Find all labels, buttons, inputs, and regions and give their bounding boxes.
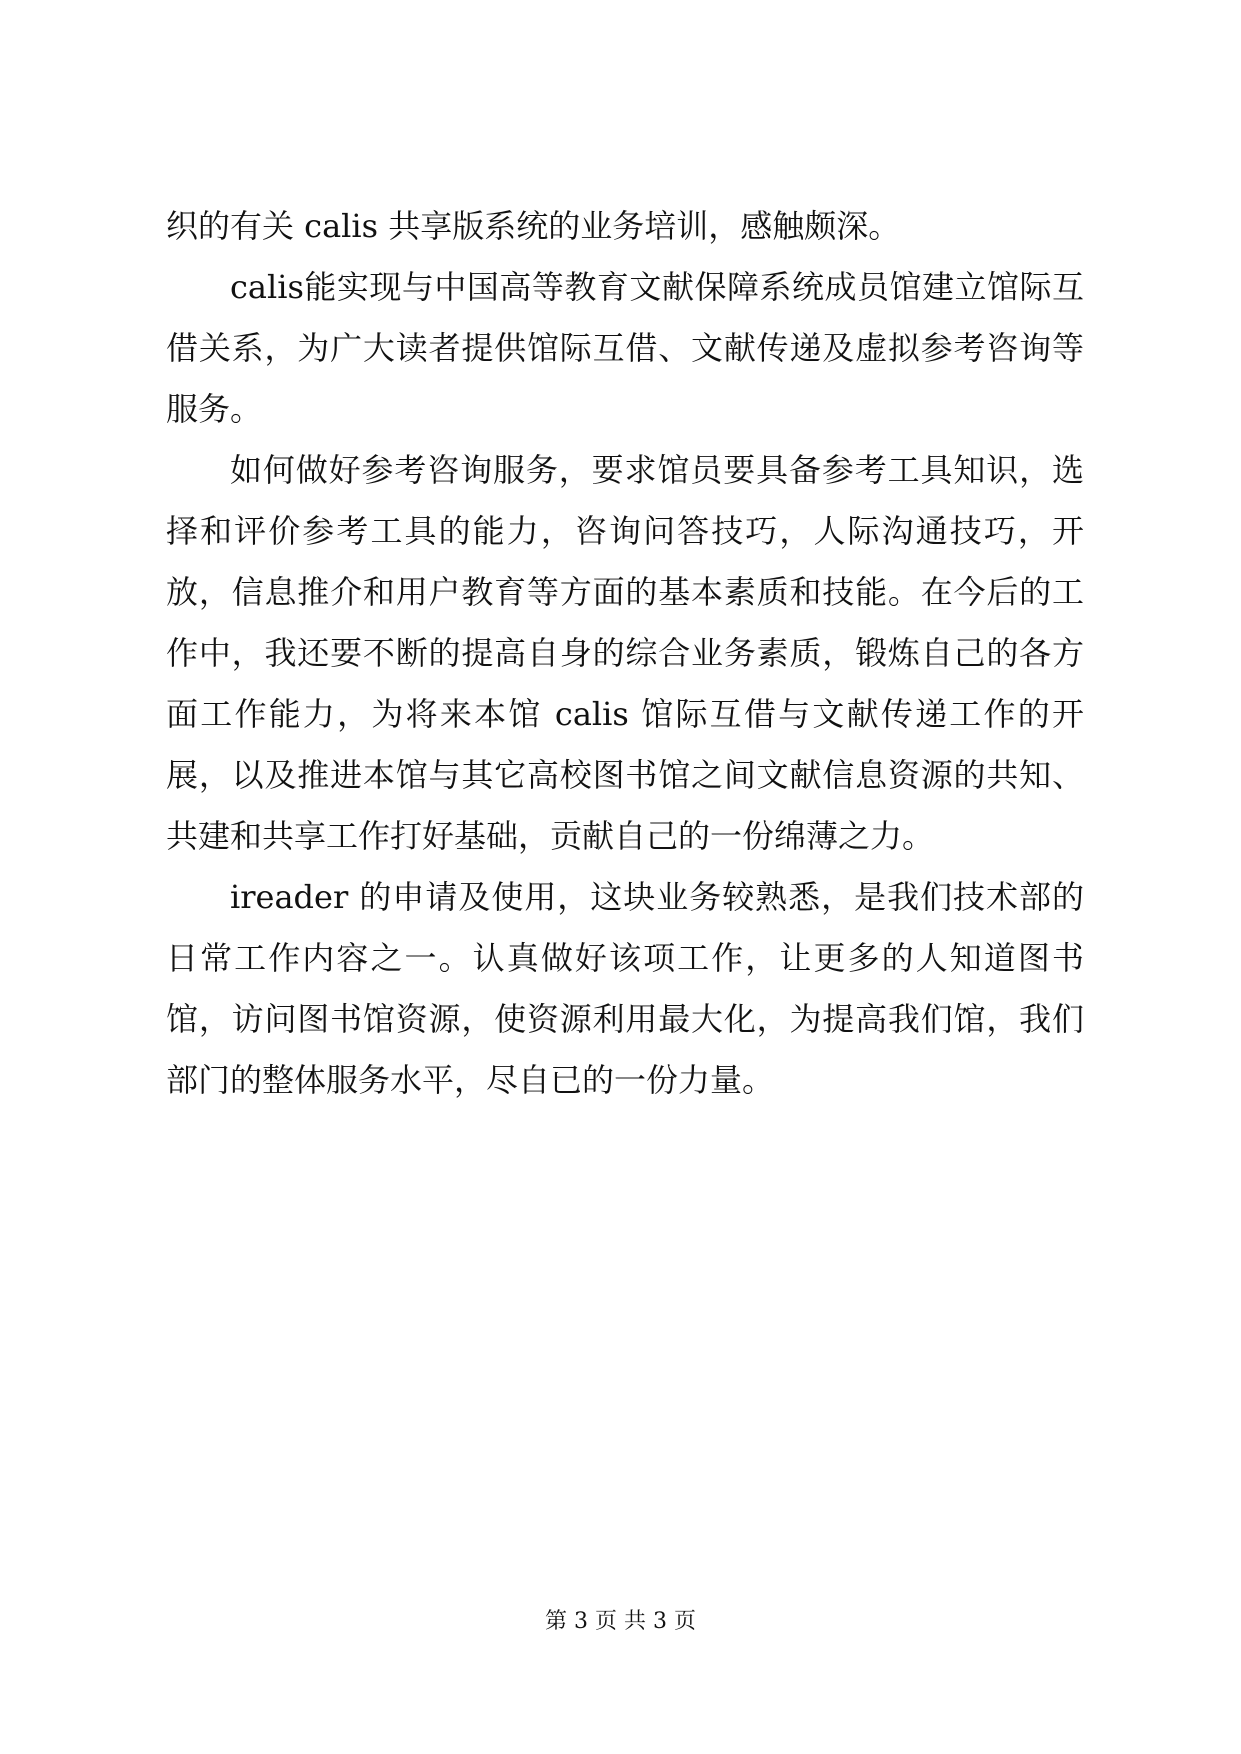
paragraph-continuation: 织的有关 calis 共享版系统的业务培训，感触颇深。 xyxy=(166,207,901,245)
paragraph-calis-intro: calis能实现与中国高等教育文献保障系统成员馆建立馆际互借关系，为广大读者提供馆际互借、文献传递及虚拟参考咨询等服务。 xyxy=(166,268,1084,428)
document-body xyxy=(166,196,1084,1111)
page-number-footer: 第 3 页 共 3 页 xyxy=(545,1609,696,1634)
paragraph-reference-service: 如何做好参考咨询服务，要求馆员要具备参考工具知识，选择和评价参考工具的能力，咨询问答技巧，人际沟通技巧，开放，信息推介和用户教育等方面的基本素质和技能。在今后的工作中，我还要不断的提高自身的综合业务素质，锻炼自己的各方面工作能力，为将来本馆 calis 馆际互借与文献传递工作的开展，以及推进本馆与其它高校图书馆之间文献信息资源的共知、共建和共享工作打好基础，贡献自己的一份绵薄之力。 xyxy=(166,451,1084,855)
paragraph-ireader: ireader 的申请及使用，这块业务较熟悉，是我们技术部的日常工作内容之一。认真做好该项工作，让更多的人知道图书馆，访问图书馆资源，使资源利用最大化，为提高我们馆，我们部门的整体服务水平，尽自已的一份力量。 xyxy=(166,878,1084,1099)
